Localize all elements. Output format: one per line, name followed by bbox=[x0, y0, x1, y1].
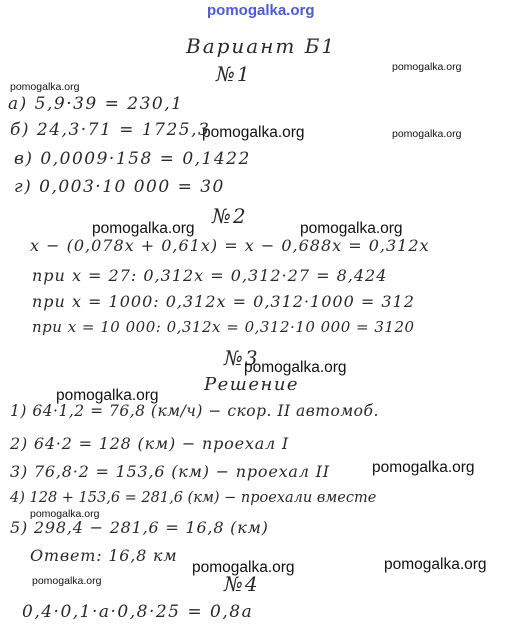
page-title: Вариант Б1 bbox=[186, 34, 337, 58]
task-3-line-4: 4) 128 + 153,6 = 281,6 (км) − проехали вместе bbox=[10, 490, 377, 506]
task-3-line-1: 1) 64·1,2 = 76,8 (км/ч) − скор. II автомоб. bbox=[10, 402, 379, 420]
task-3-line-2: 2) 64·2 = 128 (км) − проехал I bbox=[10, 434, 290, 453]
task-4-line-1: 0,4·0,1·a·0,8·25 = 0,8a bbox=[22, 602, 254, 622]
watermark: pomogalka.org bbox=[300, 220, 403, 237]
task-2-heading: №2 bbox=[212, 204, 248, 228]
watermark: pomogalka.org bbox=[192, 559, 295, 576]
watermark: pomogalka.org bbox=[244, 359, 347, 376]
task-2-line-3: при x = 1000: 0,312x = 0,312·1000 = 312 bbox=[32, 292, 415, 311]
watermark: pomogalka.org bbox=[32, 575, 102, 587]
task-2-line-2: при x = 27: 0,312x = 0,312·27 = 8,424 bbox=[32, 266, 388, 285]
task-3-heading: №3 bbox=[224, 346, 260, 370]
task-2-line-1: x − (0,078x + 0,61x) = x − 0,688x = 0,312x bbox=[30, 236, 430, 255]
top-watermark: pomogalka.org bbox=[207, 2, 315, 19]
watermark: pomogalka.org bbox=[372, 459, 475, 476]
task-1-heading: №1 bbox=[216, 62, 252, 86]
task-1-line-d: г) 0,003·10 000 = 30 bbox=[14, 177, 225, 197]
watermark: pomogalka.org bbox=[384, 556, 487, 573]
watermark: pomogalka.org bbox=[202, 124, 305, 141]
task-2-line-4: при x = 10 000: 0,312x = 0,312·10 000 = 3120 bbox=[32, 318, 415, 336]
watermark: pomogalka.org bbox=[56, 387, 159, 404]
task-4-heading: №4 bbox=[224, 572, 260, 596]
task-3-line-5: 5) 298,4 − 281,6 = 16,8 (км) bbox=[10, 518, 269, 537]
watermark: pomogalka.org bbox=[392, 128, 462, 140]
watermark: pomogalka.org bbox=[10, 81, 80, 93]
watermark: pomogalka.org bbox=[392, 61, 462, 73]
task-1-line-c: в) 0,0009·158 = 0,1422 bbox=[14, 149, 251, 169]
task-3-subheading: Решение bbox=[204, 374, 300, 395]
task-3-line-3: 3) 76,8·2 = 153,6 (км) − проехал II bbox=[10, 462, 330, 481]
task-1-line-b: б) 24,3·71 = 1725,3 bbox=[10, 120, 211, 140]
task-1-line-a: а) 5,9·39 = 230,1 bbox=[8, 94, 184, 114]
watermark: pomogalka.org bbox=[92, 220, 195, 237]
watermark: pomogalka.org bbox=[30, 508, 100, 520]
task-3-answer: Ответ: 16,8 км bbox=[30, 546, 178, 565]
